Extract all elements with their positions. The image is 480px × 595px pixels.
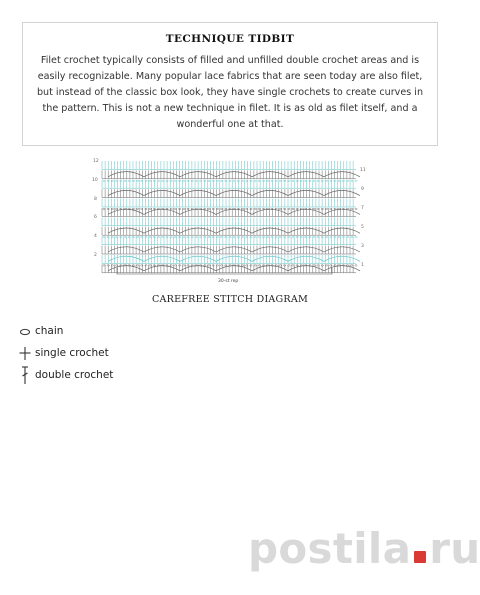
double-crochet-icon xyxy=(18,365,32,385)
row-number: 6 xyxy=(94,215,97,220)
repeat-bracket xyxy=(117,268,332,274)
row-number: 8 xyxy=(94,197,97,202)
technique-tidbit-box xyxy=(22,22,438,146)
legend-item-single-crochet xyxy=(18,342,113,364)
diagram-grid xyxy=(102,161,360,273)
postila-watermark xyxy=(248,526,480,572)
left-row-numbers xyxy=(92,158,99,258)
row-number: 10 xyxy=(92,178,98,183)
legend-label: double crochet xyxy=(35,369,114,381)
row-number: 1 xyxy=(361,263,364,268)
row-number: 5 xyxy=(361,225,364,230)
row-number: 2 xyxy=(94,253,97,258)
legend-label: single crochet xyxy=(35,347,109,359)
watermark-dot-icon xyxy=(414,551,426,563)
right-row-numbers xyxy=(360,167,366,268)
row-number: 7 xyxy=(361,206,364,211)
repeat-label: 30-st rep xyxy=(218,279,239,284)
legend-label: chain xyxy=(35,325,64,337)
single-crochet-icon xyxy=(18,345,32,361)
row-number: 4 xyxy=(94,234,97,239)
stitch-diagram xyxy=(92,156,368,288)
watermark-text-right: ru xyxy=(429,524,480,573)
row-number: 12 xyxy=(93,159,99,164)
watermark-text-left: postila xyxy=(248,524,412,573)
row-number: 3 xyxy=(361,244,364,249)
legend-item-double-crochet xyxy=(18,364,113,386)
stitch-legend xyxy=(18,320,113,386)
chain-icon xyxy=(18,325,32,337)
row-number: 9 xyxy=(361,187,364,192)
tidbit-body: Filet crochet typically consists of filled and unfilled double crochet areas and is easily recognizable. Many popular lace fabrics that are seen today are also filet, but instead of the classic box look, they have single crochets to create curves in the pattern. This is not a new technique in filet. It is as old as filet itself, and a wonderful one at that. xyxy=(36,55,424,130)
row-number: 11 xyxy=(360,168,366,173)
diagram-caption: CAREFREE STITCH DIAGRAM xyxy=(152,294,308,305)
tidbit-title: TECHNIQUE TIDBIT xyxy=(165,33,295,45)
legend-item-chain xyxy=(18,320,113,342)
